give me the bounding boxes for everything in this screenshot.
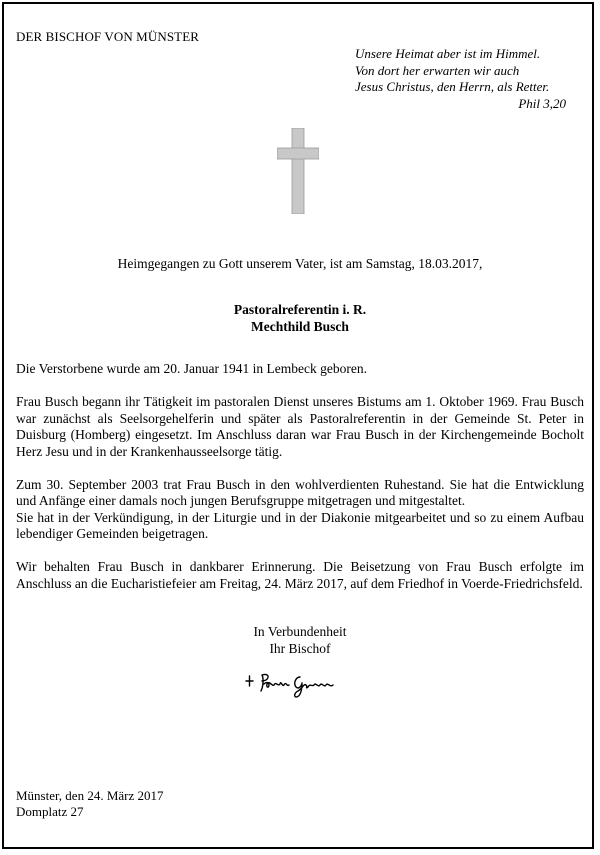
place-date: Münster, den 24. März 2017 (16, 788, 164, 803)
sender-heading: DER BISCHOF VON MÜNSTER (16, 29, 200, 44)
closing-greeting: In Verbundenheit (253, 624, 347, 639)
death-announcement: Heimgegangen zu Gott unserem Vater, ist am Samstag, 18.03.2017, (117, 256, 483, 271)
bishop-signature (238, 665, 358, 701)
quote-line: Unsere Heimat aber ist im Himmel. (355, 46, 541, 61)
deceased-title: Pastoralreferentin i. R. (233, 302, 367, 317)
cross-icon (277, 128, 319, 214)
obituary-body (16, 361, 584, 609)
body-paragraph: Wir behalten Frau Busch in dankbarer Erinnerung. Die Beisetzung von Frau Busch erfolgte im Anschluss an die Eucharistiefeier am Freitag, 24. März 2017, auf dem Friedhof in Voerde-Friedrichsfeld. (16, 559, 584, 591)
quote-line: Jesus Christus, den Herrn, als Retter. (355, 79, 550, 94)
body-paragraph: Die Verstorbene wurde am 20. Januar 1941 in Lembeck geboren. (16, 361, 368, 376)
bible-quote (355, 46, 570, 112)
deceased-name: Mechthild Busch (251, 319, 349, 334)
closing-block (0, 624, 600, 657)
footer (16, 788, 164, 820)
quote-line: Von dort her erwarten wir auch (355, 62, 520, 78)
address: Domplatz 27 (16, 804, 84, 819)
closing-signatory: Ihr Bischof (269, 640, 331, 656)
body-paragraph: Frau Busch begann ihr Tätigkeit im pastoralen Dienst unseres Bistums am 1. Oktober 1969. Frau Busch war zunächst als Seelsorgehelferin und später als Pastoralreferentin in der Gemeinde St. Peter in Duisburg (Homberg) eingesetzt. Im Anschluss daran war Frau Busch in der Kirchengemeinde Bocholt Herz Jesu und in der Krankenhausseelsorge tätig. (16, 394, 584, 459)
quote-reference: Phil 3,20 (518, 95, 566, 111)
body-paragraph: Zum 30. September 2003 trat Frau Busch in den wohlverdienten Ruhestand. Sie hat die Entwicklung und Anfänge einer damals noch jungen Berufsgruppe mitgetragen und mitgestaltet. Sie hat in der Verkündigung, in der Liturgie und in der Diakonie mitgearbeitet und so zu einem Aufbau lebendiger Gemeinden beigetragen. (16, 476, 584, 541)
deceased-block (0, 301, 600, 335)
